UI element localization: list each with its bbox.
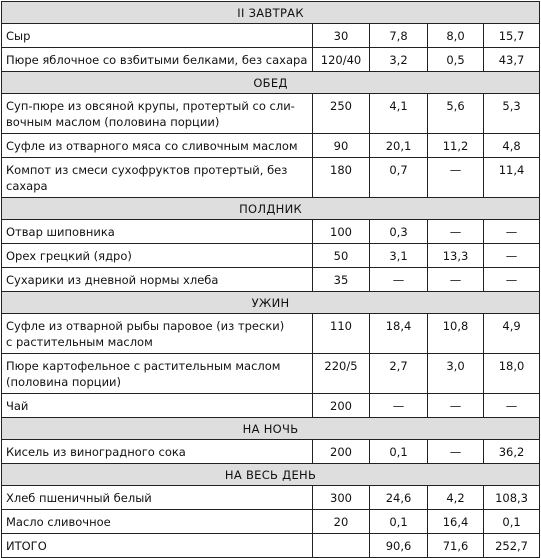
amount-cell: 100 [313, 220, 370, 244]
fat-cell: — [428, 440, 484, 464]
protein-cell: 3,2 [370, 48, 428, 72]
amount-cell: 200 [313, 394, 370, 418]
carbs-cell: 43,7 [484, 48, 540, 72]
fat-cell: 4,2 [428, 486, 484, 510]
amount-cell: 50 [313, 244, 370, 268]
fat-cell: 16,4 [428, 510, 484, 534]
carbs-cell: — [484, 244, 540, 268]
total-fat-cell: 71,6 [428, 534, 484, 558]
meal-section-header [2, 292, 540, 314]
carbs-cell: — [484, 268, 540, 292]
fat-cell: — [428, 268, 484, 292]
dish-name-cell: Чай [2, 394, 313, 418]
amount-cell: 300 [313, 486, 370, 510]
carbs-cell: 11,4 [484, 158, 540, 198]
meal-section-title: НА НОЧЬ [2, 418, 540, 440]
dish-name-cell: Сухарики из дневной нормы хлеба [2, 268, 313, 292]
amount-cell: 30 [313, 24, 370, 48]
total-carbs-cell: 252,7 [484, 534, 540, 558]
meal-section-title: ПОЛДНИК [2, 198, 540, 220]
amount-cell: 120/40 [313, 48, 370, 72]
dish-name-cell: Пюре картофельное с растительным маслом (половина порции) [2, 354, 313, 394]
fat-cell: — [428, 394, 484, 418]
carbs-cell: 36,2 [484, 440, 540, 464]
table-row [2, 48, 540, 72]
fat-cell: — [428, 158, 484, 198]
carbs-cell: 108,3 [484, 486, 540, 510]
total-amount-cell [313, 534, 370, 558]
meal-section-header [2, 464, 540, 486]
dish-name-cell: Компот из смеси сухофруктов протертый, без сахара [2, 158, 313, 198]
amount-cell: 35 [313, 268, 370, 292]
table-row [2, 220, 540, 244]
fat-cell: 5,6 [428, 94, 484, 134]
meal-section-title: НА ВЕСЬ ДЕНЬ [2, 464, 540, 486]
fat-cell: 8,0 [428, 24, 484, 48]
fat-cell: 10,8 [428, 314, 484, 354]
dish-name-cell: Суфле из отварного мяса со сливочным маслом [2, 134, 313, 158]
carbs-cell: — [484, 394, 540, 418]
table-row [2, 510, 540, 534]
carbs-cell: 4,9 [484, 314, 540, 354]
protein-cell: 20,1 [370, 134, 428, 158]
protein-cell: 0,1 [370, 440, 428, 464]
table-row [2, 134, 540, 158]
amount-cell: 180 [313, 158, 370, 198]
fat-cell: 11,2 [428, 134, 484, 158]
carbs-cell: 5,3 [484, 94, 540, 134]
table-row [2, 440, 540, 464]
amount-cell: 200 [313, 440, 370, 464]
diet-menu-body [2, 2, 540, 558]
protein-cell: 2,7 [370, 354, 428, 394]
table-row [2, 24, 540, 48]
amount-cell: 110 [313, 314, 370, 354]
fat-cell: 0,5 [428, 48, 484, 72]
table-row [2, 486, 540, 510]
protein-cell: — [370, 394, 428, 418]
carbs-cell: 18,0 [484, 354, 540, 394]
amount-cell: 250 [313, 94, 370, 134]
protein-cell: 4,1 [370, 94, 428, 134]
table-row [2, 268, 540, 292]
dish-name-cell: Пюре яблочное со взбитыми белками, без сахара [2, 48, 313, 72]
meal-section-header [2, 72, 540, 94]
diet-menu-table [1, 1, 540, 558]
meal-section-header [2, 198, 540, 220]
dish-name-cell: Суфле из отварной рыбы паровое (из трески) с растительным маслом [2, 314, 313, 354]
fat-cell: — [428, 220, 484, 244]
carbs-cell: 4,8 [484, 134, 540, 158]
protein-cell: — [370, 268, 428, 292]
fat-cell: 13,3 [428, 244, 484, 268]
amount-cell: 220/5 [313, 354, 370, 394]
dish-name-cell: Кисель из виноградного сока [2, 440, 313, 464]
carbs-cell: 15,7 [484, 24, 540, 48]
fat-cell: 3,0 [428, 354, 484, 394]
meal-section-title: ОБЕД [2, 72, 540, 94]
protein-cell: 3,1 [370, 244, 428, 268]
protein-cell: 0,7 [370, 158, 428, 198]
protein-cell: 18,4 [370, 314, 428, 354]
meal-section-header [2, 418, 540, 440]
table-row [2, 394, 540, 418]
protein-cell: 24,6 [370, 486, 428, 510]
protein-cell: 7,8 [370, 24, 428, 48]
total-row [2, 534, 540, 558]
protein-cell: 0,1 [370, 510, 428, 534]
meal-section-title: II ЗАВТРАК [2, 2, 540, 24]
dish-name-cell: Отвар шиповника [2, 220, 313, 244]
table-row [2, 314, 540, 354]
total-label: ИТОГО [2, 534, 313, 558]
dish-name-cell: Орех грецкий (ядро) [2, 244, 313, 268]
amount-cell: 20 [313, 510, 370, 534]
table-row [2, 244, 540, 268]
dish-name-cell: Сыр [2, 24, 313, 48]
carbs-cell: — [484, 220, 540, 244]
amount-cell: 90 [313, 134, 370, 158]
table-row [2, 354, 540, 394]
protein-cell: 0,3 [370, 220, 428, 244]
dish-name-cell: Хлеб пшеничный белый [2, 486, 313, 510]
total-protein-cell: 90,6 [370, 534, 428, 558]
carbs-cell: 0,1 [484, 510, 540, 534]
table-row [2, 158, 540, 198]
meal-section-header [2, 2, 540, 24]
dish-name-cell: Суп-пюре из овсяной крупы, протертый со сли- вочным маслом (половина порции) [2, 94, 313, 134]
table-row [2, 94, 540, 134]
dish-name-cell: Масло сливочное [2, 510, 313, 534]
meal-section-title: УЖИН [2, 292, 540, 314]
